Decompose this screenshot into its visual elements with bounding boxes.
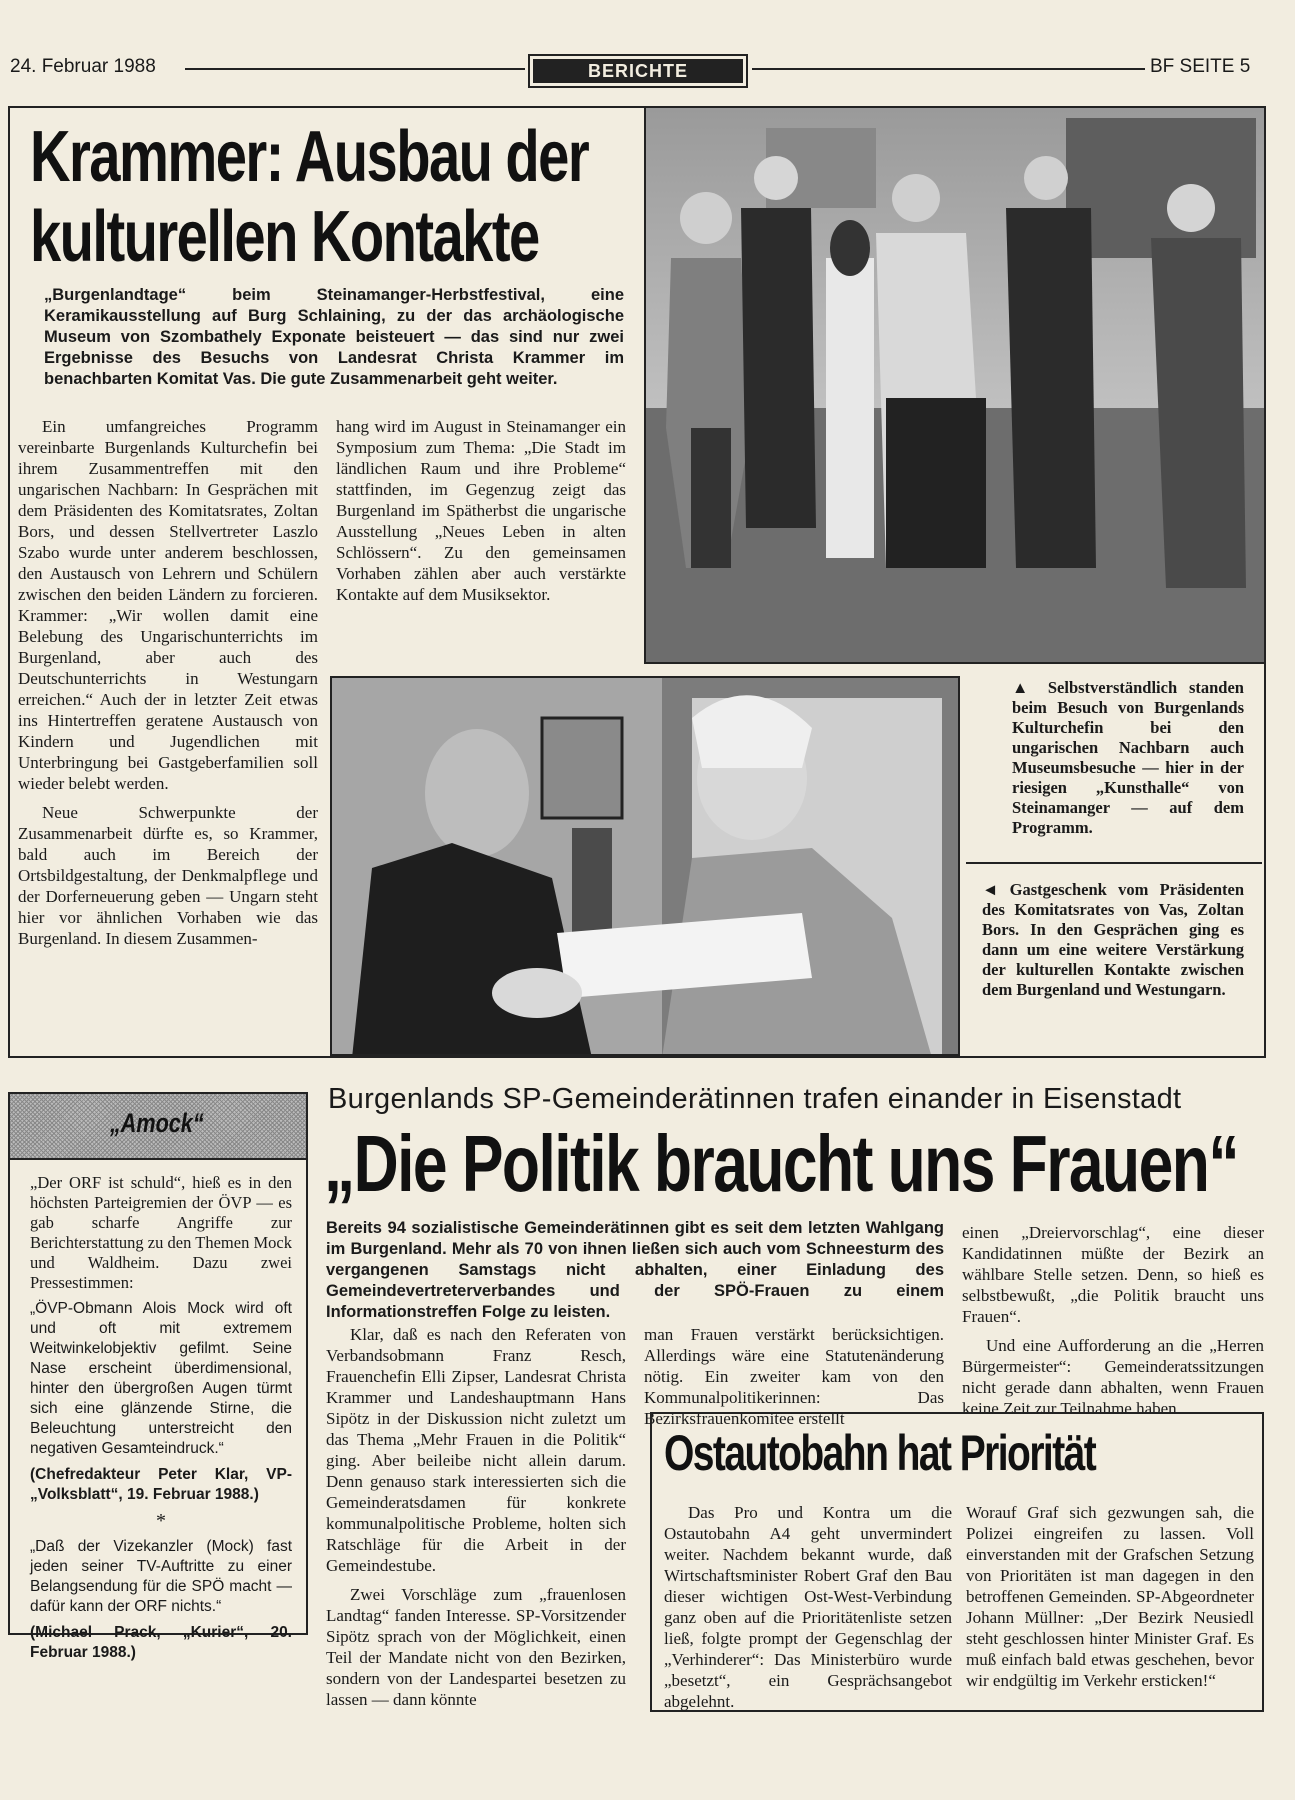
paragraph: Neue Schwerpunkte der Zusammenarbeit dürfte es, so Krammer, bald auch im Bereich der Ortsbildgestaltung, der Denkmalpflege und der Dorferneuerung geben — Ungarn steht hier vor ähnlichen Vorhaben wie das Burgenland. In diesem Zusammen- [18,803,318,948]
paragraph: Das Pro und Kontra um die Ostautobahn A4 geht unvermindert weiter. Nachdem bekannt wurde, daß Wirtschaftsminister Robert Graf den Bau dieser wichtigen Ost-West-Verbindung ganz oben auf die Prioritätenliste setzen ließ, folgte prompt der Gegenschlag der „Verhinderer“: Das Ministerbüro wurde „besetzt“, ein Gesprächsangebot abgelehnt. [664,1503,952,1711]
paragraph: Zwei Vorschläge zum „frauenlosen Landtag“ fanden Interesse. SP-Vorsitzender Sipötz sprach von der Möglichkeit, einen Teil der Mandate nicht von den Bezirken, sondern von der Landespartei besetzen zu lassen — dann könnte [326,1585,626,1709]
museum-visit-photo [644,108,1264,664]
paragraph: Klar, daß es nach den Referaten von Verbandsobmann Franz Resch, Frauenchefin Elli Zipser, Landesrat Christa Krammer und Landeshauptmann Hans Sipötz in der Diskussion nicht zuletzt um das Thema „Mehr Frauen in die Politik“ ging. Aber beileibe nicht allein darum. Denn genauso stark interessierten sich die Gemeinderatsdamen für konkrete kommunalpolitische Probleme, holten sich Ratschläge für die Arbeit in der Gemeindestube. [326,1325,626,1575]
article-column-3 [962,1222,1264,1427]
article-headline-line1: Krammer: Ausbau der [30,117,589,197]
museum-visit-image [646,108,1264,664]
photo-caption-gift: ◄ Gastgeschenk vom Präsidenten des Komitatsrates von Vas, Zoltan Bors. In den Gesprächen ging es dann um eine weitere Verstärkung der kulturellen Kontakte zwischen dem Burgenland und Westungarn. [982,880,1244,999]
caption-divider [966,862,1262,864]
press-source: (Chefredakteur Peter Klar, VP-„Volksblatt“, 19. Februar 1988.) [30,1466,292,1503]
article-headline: „Die Politik braucht uns Frauen“ [324,1119,1238,1208]
article-kicker: Burgenlands SP-Gemeinderätinnen trafen einander in Eisenstadt [328,1083,1182,1115]
paragraph: hang wird im August in Steinamanger ein Symposium zum Thema: „Die Stadt im ländlichen Raum und ihre Probleme“ stattfinden, im Gegenzug zeigt das Burgenland im Spätherbst die ungarische Ausstellung „Neues Leben in alten Schlössern“. Zu den gemeinsamen Vorhaben zählen aber auch verstärkte Kontakte auf dem Musiksektor. [336,417,626,604]
paragraph: Ein umfangreiches Programm vereinbarte Burgenlands Kulturchefin bei ihrem Zusammentreffen mit den ungarischen Nachbarn: In Gesprächen mit dem Präsidenten des Komitatsrates, Zoltan Bors, und dessen Stellvertreter Laszlo Szabo wurde unter anderem beschlossen, den Austausch von Lehrern und Schülern zwischen den beiden Ländern zu forcieren. Krammer: „Wir wollen damit eine Belebung des Ungarischunterrichts im Burgenland, aber auch des Deutschunterrichts in Westungarn erreichen.“ Auch der in letzter Zeit etwas ins Hintertreffen geratene Austausch von Kindern und Jugendlichen mit Unterbringung bei Gastgeberfamilien soll wieder belebt werden. [18,417,318,793]
article-headline-line2: kulturellen Kontakte [30,197,539,277]
gift-handover-image [332,678,960,1056]
issue-date: 24. Februar 1988 [10,56,156,77]
paragraph: man Frauen verstärkt berücksichtigen. Allerdings wäre eine Statutenänderung nötig. Ein zweiter kam von den Kommunalpolitikerinnen: Das Bezirksfrauenkomitee erstellt [644,1325,944,1428]
amock-column [30,1173,292,1669]
press-quote: „ÖVP-Obmann Alois Mock wird oft und oft mit extremem Weitwinkelobjektiv gefilmt. Seine Nase erscheint überdimensional, hinter den übergroßen Augen türmt sich eine glänzende Stirne, die Beleuchtung unterstreicht den negativen Gesamteindruck.“ [30,1300,292,1457]
paragraph: Und eine Aufforderung an die „Herren Bürgermeister“: Gemeinderatssitzungen nicht gerade dann abhalten, wenn Frauen keine Zeit zur Teilnahme haben ... [962,1336,1264,1418]
article-lead: Bereits 94 sozialistische Gemeinderätinnen gibt es seit dem letzten Wahlgang im Burgenland. Mehr als 70 von ihnen ließen sich auch vom Schneesturm des vergangenen Samstags nicht abhalten, einer Einladung des Gemeindevertreterverbandes und der SPÖ-Frauen zu einem Informationstreffen Folge zu leisten. [326,1219,944,1321]
header-rule-right [752,68,1145,70]
article-column-2 [336,416,626,613]
article-lead: „Burgenlandtage“ beim Steinamanger-Herbstfestival, eine Keramikausstellung auf Burg Schlaining, zu der das archäologische Museum von Szombathely Exponate beisteuert — das sind nur zwei Ergebnisse des Besuchs von Landesrat Christa Krammer im benachbarten Komitat Vas. Die gute Zusammenarbeit geht weiter. [44,286,624,388]
section-label: BERICHTE [533,59,743,83]
page-number: BF SEITE 5 [1150,56,1251,77]
article-headline: Ostautobahn hat Priorität [664,1425,1096,1481]
article-column-1 [664,1502,952,1720]
article-column-1 [18,416,318,957]
photo-caption-museum: ▲ Selbstverständlich standen beim Besuch von Burgenlands Kulturchefin bei den ungarischen Nachbarn auch Museumsbesuche — hier in der riesigen „Kunsthalle“ von Steinamanger — auf dem Programm. [1012,678,1244,837]
article-column-2 [966,1502,1254,1699]
amock-intro: „Der ORF ist schuld“, hieß es in den höchsten Parteigremien der ÖVP — es gab scharfe Angriffe zur Berichterstattung zu den Themen Mock und Waldheim. Dazu zwei Pressestimmen: [30,1173,292,1292]
paragraph: Worauf Graf sich gezwungen sah, die Polizei eingreifen zu lassen. Voll einverstanden mit der Grafschen Setzung von Prioritäten ist man dagegen in den betroffenen Gemeinden. SP-Abgeordneter Johann Müllner: „Der Bezirk Neusiedl steht geschlossen hinter Minister Graf. Es muß einfach bald etwas geschehen, bevor wir endgültig im Verkehr ersticken!“ [966,1503,1254,1690]
section-label-box [528,54,748,88]
gift-handover-photo [330,676,960,1056]
separator-star: * [156,1510,166,1532]
paragraph: einen „Dreiervorschlag“, eine dieser Kandidatinnen müßte der Bezirk an wählbare Stelle setzen. Denn, so hieß es selbstbewußt, „die Politik braucht uns Frauen“. [962,1223,1264,1326]
press-source: (Michael Prack, „Kurier“, 20. Februar 1988.) [30,1624,292,1661]
amock-title: „Amock“ [110,1108,204,1138]
article-column-1 [326,1324,626,1718]
header-rule-left [185,68,525,70]
press-quote: „Daß der Vizekanzler (Mock) fast jeden seiner TV-Auftritte zu einer Belangsendung für die SPÖ macht — dafür kann der ORF nichts.“ [30,1538,292,1615]
